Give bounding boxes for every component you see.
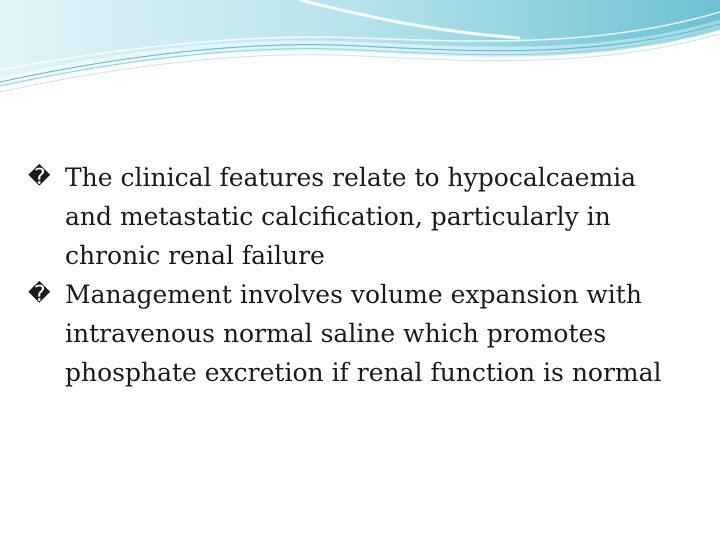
bullet-item-clinical-features xyxy=(28,158,688,275)
bullet-text: The clinical features relate to hypocalcaemia and metastatic calcification, particularly in chronic renal failure xyxy=(65,163,637,270)
bullet-marker: � xyxy=(28,282,51,307)
bullet-marker: � xyxy=(28,165,51,190)
bullet-list xyxy=(28,158,688,392)
header-wave-decoration xyxy=(0,0,720,110)
bullet-item-management xyxy=(28,275,688,392)
bullet-text: Management involves volume expansion with intravenous normal saline which promotes phosphate excretion if renal function is normal xyxy=(65,280,662,387)
